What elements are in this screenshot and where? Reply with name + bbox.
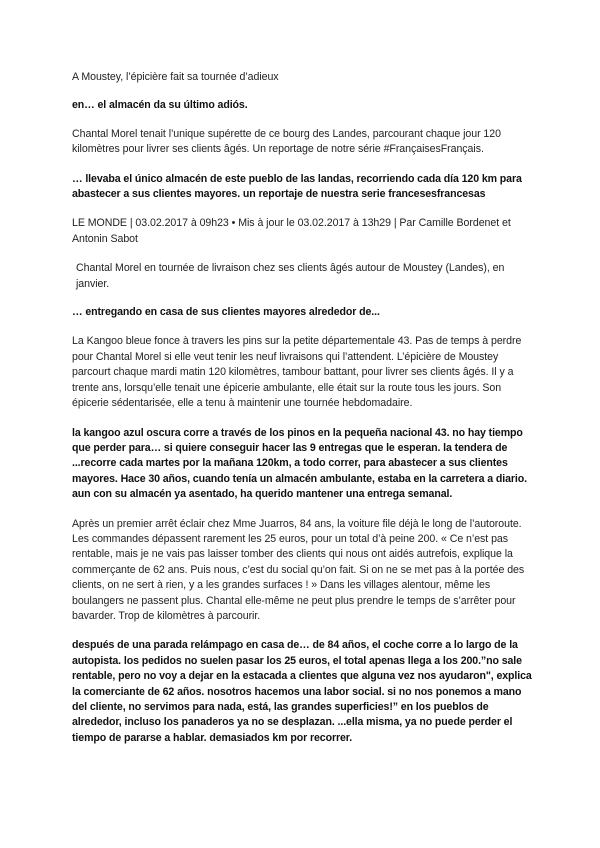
body-paragraph-2-fr: Après un premier arrêt éclair chez Mme Juarros, 84 ans, la voiture file déjà le long de l’autoroute. Les commandes dépassent rarement les 25 euros, pour un total d’à peine 200. « Ce n’est pas rentable, mais je ne vais pas laisser tomber des clients qui nous ont aidés autrefois, explique la commerçante de 62 ans. Puis nous, c’est du social qu’on fait. Si on ne se met pas à la portée des clients, on ne sert à rien, y a les grandes surfaces ! » Dans les villages alentour, même les boulangers ne passent plus. Chantal elle-même ne peut plus prendre le temps de s’arrêter pour bavarder. Trop de kilomètres à parcourir. <box>72 517 525 622</box>
photo-caption-es: … entregando en casa de sus clientes mayores alrededor de... <box>72 306 380 319</box>
article-lead-fr: Chantal Morel tenait l’unique supérette de ce bourg des Landes, parcourant chaque jour 120 kilomètres pour livrer ses clients âgés. Un reportage de notre série #FrançaisesFrançais. <box>72 127 501 156</box>
byline: LE MONDE | 03.02.2017 à 09h23 • Mis à jour le 03.02.2017 à 13h29 | Par Camille Bordenet et Antonin Sabot <box>72 217 511 245</box>
article-title-fr: A Moustey, l’épicière fait sa tournée d’adieux <box>72 71 279 83</box>
photo-caption-fr: Chantal Morel en tournée de livraison chez ses clients âgés autour de Moustey (Landes), en janvier. <box>76 262 505 290</box>
body-paragraph-1-fr: La Kangoo bleue fonce à travers les pins sur la petite départementale 43. Pas de temps à perdre pour Chantal Morel si elle veut tenir les neuf livraisons qui l’attendent. L’épicière de Moustey parcourt chaque mardi matin 120 kilomètres, tambour battant, pour livrer ses clients âgés. Il y a trente ans, lorsqu’elle tenait une épicerie ambulante, elle était sur la route tous les jours. Son épicerie sédentarisée, elle a tenu à maintenir une tournée hebdomadaire. <box>72 335 522 410</box>
article-lead-es: … llevaba el único almacén de este pueblo de las landas, recorriendo cada día 120 km para abastecer a sus clientes mayores. un reportaje de nuestra serie francesesfrancesas <box>72 172 522 201</box>
body-paragraph-2-es: después de una parada relámpago en casa de… de 84 años, el coche corre a lo largo de la autopista. los pedidos no suelen pasar los 25 euros, el total apenas llega a los 200.”no sale rentable, pero no voy a dejar en la estacada a clientes que alguna vez nos ayudaron", explica la comerciante de 62 años. nosotros hacemos una labor social. si no nos ponemos a mano del cliente, no servimos para nada, está, las grandes superficies!” en los pueblos de alrededor, incluso los panaderos ya no se desplazan. ...ella misma, ya no puede perder el tiempo de pararse a hablar. demasiados km por recorrer. <box>72 639 532 744</box>
body-paragraph-1-es: la kangoo azul oscura corre a través de los pinos en la pequeña nacional 43. no hay tiempo que perder para… si quiere conseguir hacer las 9 entregas que le esperan. la tendera de ...recorre cada martes por la mañana 120km, a todo correr, para abastecer a sus clientes mayores. Hace 30 años, cuando tenía un almacén ambulante, estaba en la carretera a diario. aun con su almacén ya asentado, ha querido mantener una entrega semanal. <box>72 426 527 501</box>
article-title-es: en… el almacén da su último adiós. <box>72 99 248 112</box>
document-body <box>72 70 534 746</box>
